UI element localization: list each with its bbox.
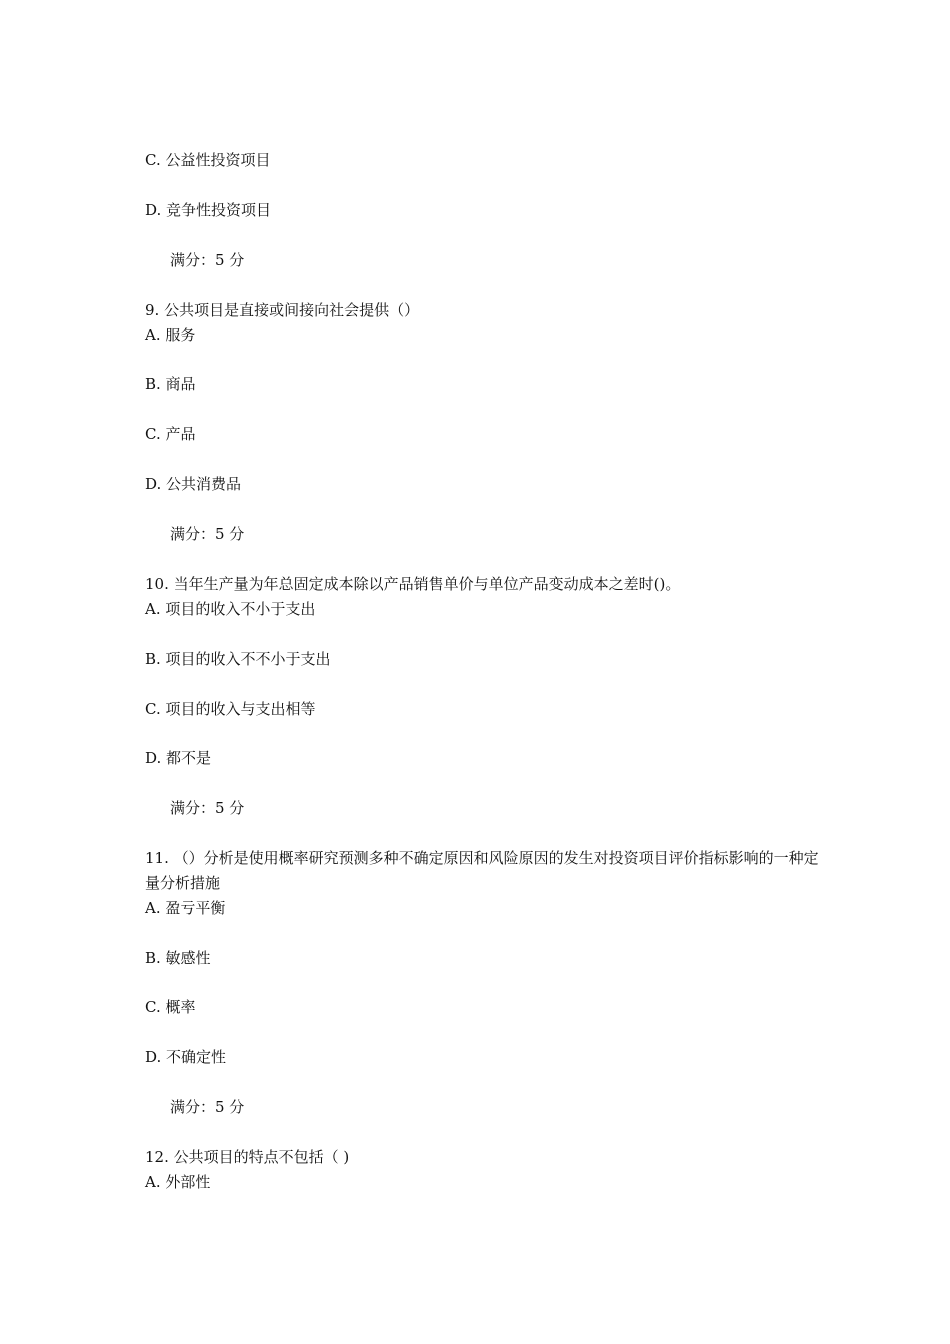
q12-option-a: A. 外部性 xyxy=(145,1173,211,1191)
q8-score: 满分：5 分 xyxy=(170,251,245,269)
q10-option-b: B. 项目的收入不不小于支出 xyxy=(145,650,331,668)
q9-question: 9. 公共项目是直接或间接向社会提供（） xyxy=(145,301,420,319)
q11-score: 满分：5 分 xyxy=(170,1098,245,1116)
q11-option-d: D. 不确定性 xyxy=(145,1048,227,1066)
q11-option-a: A. 盈亏平衡 xyxy=(145,899,226,917)
q10-option-d: D. 都不是 xyxy=(145,749,212,767)
q10-question: 10. 当年生产量为年总固定成本除以产品销售单价与单位产品变动成本之差时()。 xyxy=(145,575,681,593)
q11-option-b: B. 敏感性 xyxy=(145,949,211,967)
q12-question: 12. 公共项目的特点不包括（ ) xyxy=(145,1148,350,1166)
q9-option-c: C. 产品 xyxy=(145,425,196,443)
q8-option-c: C. 公益性投资项目 xyxy=(145,151,271,169)
q9-option-d: D. 公共消费品 xyxy=(145,475,242,493)
q9-option-b: B. 商品 xyxy=(145,375,196,393)
q9-score: 满分：5 分 xyxy=(170,525,245,543)
q8-option-d: D. 竞争性投资项目 xyxy=(145,201,272,219)
q9-option-a: A. 服务 xyxy=(145,326,196,344)
q10-score: 满分：5 分 xyxy=(170,799,245,817)
q10-option-c: C. 项目的收入与支出相等 xyxy=(145,700,316,718)
q11-option-c: C. 概率 xyxy=(145,998,196,1016)
q10-option-a: A. 项目的收入不小于支出 xyxy=(145,600,316,618)
q11-question: 11. （）分析是使用概率研究预测多种不确定原因和风险原因的发生对投资项目评价指标影响的一种定量分析措施 xyxy=(145,849,819,892)
